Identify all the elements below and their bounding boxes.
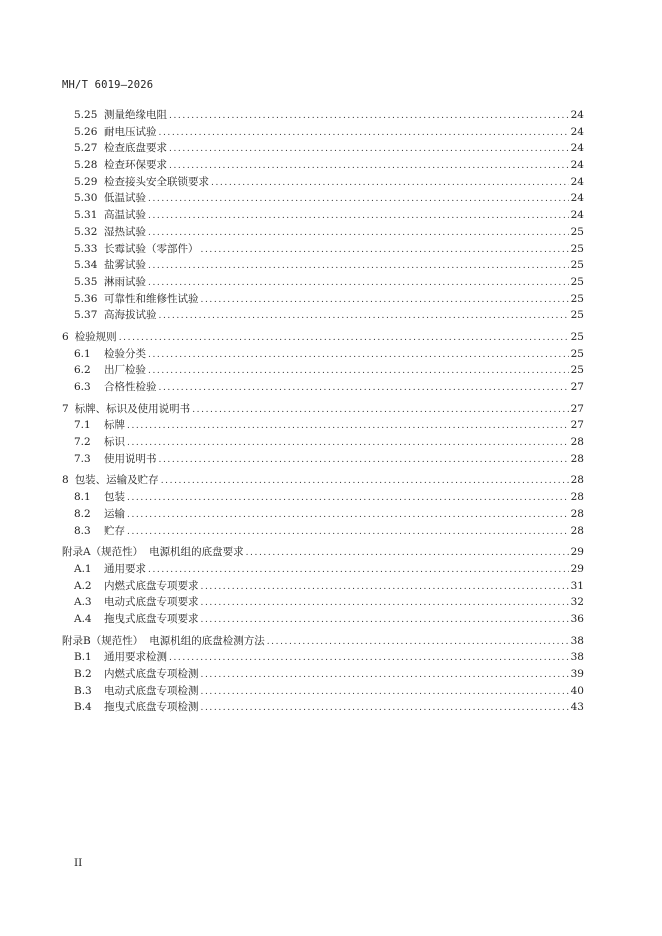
toc-section-row[interactable]	[62, 434, 584, 451]
toc-entry-page: 24	[570, 175, 584, 188]
toc-entry-number: 附录B（规范性）	[62, 634, 144, 647]
toc-entry-number: 5.29	[74, 175, 98, 188]
toc-entry-number: 5.26	[74, 125, 98, 138]
toc-section-row[interactable]	[62, 417, 584, 434]
toc-entry-title: 使用说明书	[104, 452, 157, 465]
toc-entry-page: 29	[570, 546, 584, 559]
toc-section-row[interactable]	[62, 506, 584, 523]
toc-entry-page: 38	[570, 634, 584, 647]
toc-leader-dots	[127, 435, 569, 452]
toc-section-row[interactable]	[62, 489, 584, 506]
toc-entry-number: 5.32	[74, 225, 98, 238]
toc-entry-page: 27	[570, 381, 584, 393]
toc-entry-number: 5.35	[74, 275, 98, 288]
toc-chapter-row[interactable]	[62, 401, 584, 418]
toc-leader-dots	[127, 507, 569, 524]
toc-entry-title: 低温试验	[104, 192, 146, 205]
toc-entry-title: 标牌	[104, 419, 125, 432]
toc-entry-title: 包装	[104, 491, 125, 504]
toc-leader-dots	[201, 667, 569, 684]
toc-entry-page: 28	[570, 474, 584, 487]
toc-entry-number: 8.2	[74, 507, 91, 520]
toc-section-row[interactable]	[62, 107, 584, 124]
toc-section-row[interactable]	[62, 611, 584, 628]
toc-entry-title: 检查底盘要求	[104, 142, 167, 155]
toc-section-row[interactable]	[62, 140, 584, 157]
toc-entry-title: 湿热试验	[104, 225, 146, 238]
toc-chapter-row[interactable]	[62, 329, 584, 346]
toc-entry-page: 25	[570, 292, 584, 305]
toc-section-row[interactable]	[62, 207, 584, 224]
toc-leader-dots	[148, 208, 569, 225]
toc-leader-dots	[169, 141, 569, 158]
toc-leader-dots	[159, 380, 569, 397]
toc-entry-page: 25	[570, 225, 584, 238]
toc-entry-title: 贮存	[104, 524, 125, 537]
toc-leader-dots	[127, 418, 569, 435]
toc-entry-number: 5.34	[74, 259, 98, 272]
toc-entry-title: 标识	[104, 436, 125, 449]
toc-leader-dots	[201, 242, 569, 259]
toc-entry-page: 32	[570, 596, 584, 609]
toc-entry-number: 6.1	[74, 347, 91, 360]
toc-section-row[interactable]	[62, 274, 584, 291]
toc-entry-number: 附录A（规范性）	[62, 546, 144, 559]
toc-entry-page: 28	[570, 436, 584, 449]
toc-leader-dots	[148, 258, 569, 275]
toc-leader-dots	[161, 473, 569, 490]
toc-entry-page: 25	[570, 242, 584, 255]
toc-entry-page: 39	[570, 668, 584, 680]
toc-entry-title: 高海拔试验	[104, 309, 157, 322]
toc-entry-page: 25	[570, 259, 584, 272]
toc-entry-number: 8.3	[74, 524, 91, 537]
toc-entry-title: 盐雾试验	[104, 259, 146, 272]
toc-section-row[interactable]	[62, 666, 584, 683]
toc-leader-dots	[159, 125, 569, 142]
toc-entry-page: 38	[570, 651, 584, 664]
toc-entry-number: 7	[62, 402, 69, 415]
toc-leader-dots	[159, 308, 569, 325]
toc-entry-title: 测量绝缘电阻	[104, 109, 167, 121]
toc-entry-page: 25	[570, 275, 584, 288]
toc-entry-page: 28	[570, 452, 584, 465]
toc-entry-number: B.4	[74, 701, 92, 714]
toc-entry-number: A.1	[74, 562, 92, 575]
toc-entry-title: 通用要求	[104, 562, 146, 575]
toc-entry-title: 内燃式底盘专项检测	[104, 668, 199, 680]
toc-entry-title: 运输	[104, 507, 125, 520]
toc-entry-number: B.3	[74, 684, 92, 697]
toc-entry-title: 长霉试验（零部件）	[104, 242, 199, 255]
toc-entry-number: 7.3	[74, 452, 91, 465]
toc-section-row[interactable]	[62, 190, 584, 207]
toc-entry-number: 5.37	[74, 309, 98, 322]
toc-leader-dots	[148, 191, 569, 208]
toc-entry-title: 检验规则	[74, 330, 117, 343]
toc-entry-page: 25	[570, 330, 584, 343]
toc-section-row[interactable]	[62, 346, 584, 363]
toc-entry-title: 检查环保要求	[104, 159, 167, 172]
toc-section-row[interactable]	[62, 157, 584, 174]
toc-entry-title: 拖曳式底盘专项检测	[104, 701, 199, 714]
toc-entry-number: A.2	[74, 579, 92, 592]
toc-entry-page: 40	[570, 684, 584, 697]
toc-entry-page: 25	[570, 364, 584, 377]
toc-leader-dots	[159, 452, 569, 469]
toc-entry-page: 24	[570, 192, 584, 205]
toc-section-row[interactable]	[62, 578, 584, 595]
toc-entry-title: 合格性检验	[104, 381, 157, 393]
toc-section-row[interactable]	[62, 451, 584, 468]
toc-entry-title: 内燃式底盘专项要求	[104, 579, 199, 592]
toc-entry-page: 31	[570, 579, 584, 592]
toc-entry-number: A.4	[74, 612, 92, 625]
toc-chapter-row[interactable]	[62, 633, 584, 650]
toc-entry-page: 27	[570, 402, 584, 415]
toc-leader-dots	[148, 275, 569, 292]
toc-entry-title: 电源机组的底盘要求	[149, 546, 244, 559]
toc-section-row[interactable]	[62, 649, 584, 666]
toc-leader-dots	[169, 158, 569, 175]
toc-entry-page: 28	[570, 491, 584, 504]
toc-entry-page: 43	[570, 701, 584, 714]
toc-entry-number: 6.3	[74, 381, 91, 393]
toc-leader-dots	[201, 700, 569, 717]
toc-leader-dots	[267, 634, 569, 651]
page-number-footer: II	[74, 857, 83, 869]
toc-chapter-row[interactable]	[62, 544, 584, 561]
toc-section-row[interactable]	[62, 124, 584, 141]
toc-entry-page: 25	[570, 309, 584, 322]
toc-entry-number: 7.2	[74, 436, 91, 449]
toc-entry-title: 高温试验	[104, 209, 146, 222]
toc-leader-dots	[169, 650, 569, 667]
toc-entry-number: 5.27	[74, 142, 98, 155]
toc-entry-number: B.2	[74, 668, 92, 680]
toc-entry-number: 6.2	[74, 364, 91, 377]
toc-entry-page: 24	[570, 125, 584, 138]
document-header: MH/T 6019—2026	[62, 79, 154, 91]
toc-entry-number: 5.28	[74, 159, 98, 172]
toc-entry-number: 7.1	[74, 419, 91, 432]
toc-entry-number: 8	[62, 474, 69, 487]
toc-leader-dots	[127, 524, 569, 541]
toc-section-row[interactable]	[62, 561, 584, 578]
toc-entry-number: 5.31	[74, 209, 98, 222]
toc-entry-number: 5.30	[74, 192, 98, 205]
toc-leader-dots	[201, 579, 569, 596]
toc-entry-title: 检查接头安全联锁要求	[104, 175, 209, 188]
toc-entry-title: 标牌、标识及使用说明书	[74, 402, 191, 415]
toc-leader-dots	[169, 108, 569, 125]
toc-leader-dots	[148, 363, 569, 380]
toc-leader-dots	[246, 545, 569, 562]
toc-entry-page: 24	[570, 109, 584, 121]
toc-entry-title: 检验分类	[104, 347, 146, 360]
toc-entry-title: 电源机组的底盘检测方法	[149, 634, 265, 647]
toc-section-row[interactable]	[62, 241, 584, 258]
toc-entry-title: 电动式底盘专项检测	[104, 684, 199, 697]
toc-section-row[interactable]	[62, 224, 584, 241]
toc-section-row[interactable]	[62, 291, 584, 308]
toc-entry-page: 27	[570, 419, 584, 432]
toc-leader-dots	[201, 612, 569, 629]
toc-leader-dots	[148, 225, 569, 242]
toc-leader-dots	[148, 562, 569, 579]
toc-section-row[interactable]	[62, 257, 584, 274]
toc-section-row[interactable]	[62, 594, 584, 611]
toc-entry-title: 淋雨试验	[104, 275, 146, 288]
toc-entry-page: 28	[570, 524, 584, 537]
toc-entry-number: B.1	[74, 651, 92, 664]
toc-entry-number: 5.33	[74, 242, 98, 255]
toc-section-row[interactable]	[62, 683, 584, 700]
toc-leader-dots	[192, 402, 568, 419]
toc-entry-number: A.3	[74, 596, 92, 609]
table-of-contents	[62, 107, 584, 716]
toc-entry-title: 出厂检验	[104, 364, 146, 377]
toc-leader-dots	[201, 595, 569, 612]
toc-leader-dots	[127, 490, 569, 507]
toc-section-row[interactable]	[62, 379, 584, 396]
toc-entry-page: 24	[570, 159, 584, 172]
toc-entry-page: 28	[570, 507, 584, 520]
toc-leader-dots	[211, 175, 569, 192]
toc-entry-title: 电动式底盘专项要求	[104, 596, 199, 609]
toc-entry-title: 包装、运输及贮存	[74, 474, 159, 487]
toc-section-row[interactable]	[62, 307, 584, 324]
toc-entry-title: 可靠性和维修性试验	[104, 292, 199, 305]
toc-entry-page: 24	[570, 209, 584, 222]
toc-section-row[interactable]	[62, 362, 584, 379]
toc-section-row[interactable]	[62, 699, 584, 716]
toc-entry-title: 拖曳式底盘专项要求	[104, 612, 199, 625]
toc-section-row[interactable]	[62, 523, 584, 540]
toc-leader-dots	[148, 347, 569, 364]
toc-leader-dots	[201, 292, 569, 309]
toc-entry-number: 8.1	[74, 491, 91, 504]
toc-section-row[interactable]	[62, 174, 584, 191]
toc-entry-title: 通用要求检测	[104, 651, 167, 664]
toc-leader-dots	[119, 330, 569, 347]
toc-entry-number: 6	[62, 330, 69, 343]
toc-chapter-row[interactable]	[62, 472, 584, 489]
toc-entry-title: 耐电压试验	[104, 125, 157, 138]
toc-entry-number: 5.36	[74, 292, 98, 305]
toc-leader-dots	[201, 684, 569, 701]
toc-entry-page: 36	[570, 612, 584, 625]
toc-entry-number: 5.25	[74, 109, 98, 121]
toc-entry-page: 25	[570, 347, 584, 360]
toc-entry-page: 24	[570, 142, 584, 155]
toc-entry-page: 29	[570, 562, 584, 575]
